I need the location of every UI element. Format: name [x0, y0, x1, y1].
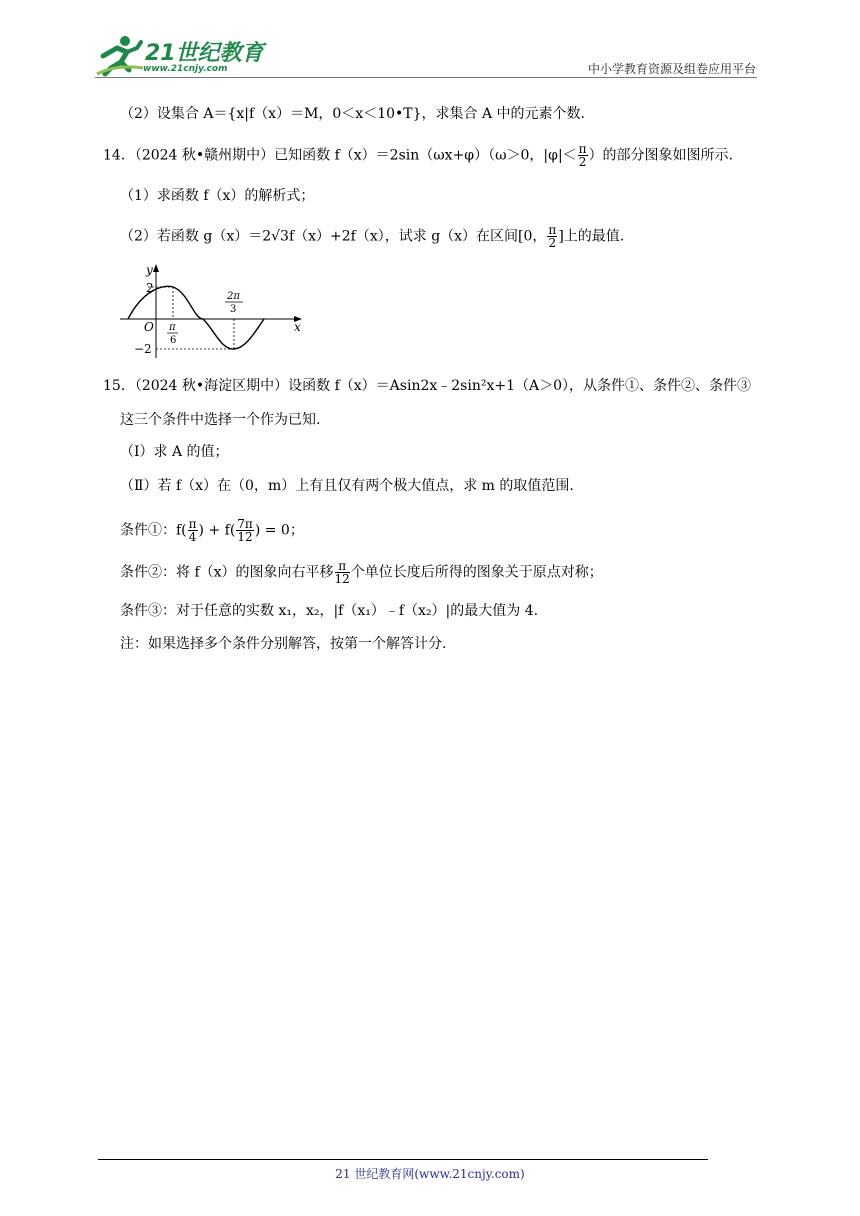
- q14-part2: [120, 224, 624, 249]
- footer-divider: [98, 1159, 708, 1160]
- x1-denominator: 6: [170, 335, 177, 346]
- fraction-numerator: π: [548, 223, 557, 237]
- fraction-denominator: 12: [334, 572, 350, 586]
- q14-stem: [103, 143, 733, 168]
- runner-icon: [95, 34, 145, 80]
- q15-condition2: [120, 560, 603, 585]
- fraction-numerator: π: [188, 517, 197, 531]
- sine-curve: [128, 286, 264, 349]
- fraction-numerator: π: [335, 560, 350, 573]
- site-logo: [95, 34, 265, 80]
- q15-part2: （Ⅱ）若 f（x）在（0，m）上有且仅有两个极大值点，求 m 的取值范围.: [120, 478, 574, 494]
- cond2-text-a: 条件②：将 f（x）的图象向右平移: [120, 564, 334, 581]
- q14-function-graph: [118, 262, 308, 360]
- logo-text: 21世纪教育: [145, 41, 264, 66]
- q15-note: 注：如果选择多个条件分别解答，按第一个解答计分.: [120, 636, 447, 652]
- x-axis-label: x: [294, 320, 301, 334]
- fraction-denominator: 2: [548, 236, 557, 250]
- q15-stem-line1: 15．（2024 秋•海淀区期中）设函数 f（x）＝Asin2x﹣2sin²x+1（A＞0），从条件①、条件②、条件③: [103, 378, 752, 394]
- q15-condition3: 条件③：对于任意的实数 x₁，x₂，|f（x₁）﹣f（x₂）|的最大值为 4.: [120, 603, 539, 619]
- x2-numerator: 2π: [227, 291, 240, 302]
- fraction-denominator: 2: [578, 155, 587, 169]
- y-axis-label: y: [146, 263, 153, 277]
- q15-condition1: [120, 518, 304, 543]
- fraction-denominator: 4: [188, 530, 197, 544]
- q13-part2: （2）设集合 A＝{x|f（x）＝M，0＜x＜10•T}，求集合 A 中的元素个数.: [120, 106, 585, 122]
- footer-link[interactable]: 21 世纪教育网(www.21cnjy.com): [335, 1167, 525, 1181]
- q14-part2-fraction: [547, 224, 557, 249]
- q15-part1: （Ⅰ）求 A 的值；: [120, 444, 229, 460]
- fraction-denominator: 12: [237, 530, 253, 544]
- fraction-numerator: 7π: [237, 517, 253, 531]
- fraction-numerator: π: [578, 142, 587, 156]
- ymin-label: −2: [134, 342, 152, 356]
- cond1-fraction-2: [236, 518, 254, 543]
- origin-label: O: [144, 320, 154, 334]
- q14-part2-text-a: （2）若函数 g（x）＝2√3f（x）+2f（x），试求 g（x）在区间[0，: [120, 228, 547, 245]
- cond1-text-b: ) + f(: [198, 522, 236, 539]
- q14-stem-fraction: [578, 143, 588, 168]
- cond1-fraction-1: [188, 518, 198, 543]
- cond2-text-b: 个单位长度后所得的图象关于原点对称；: [350, 564, 603, 581]
- header-platform-name: 中小学教育资源及组卷应用平台: [587, 62, 756, 76]
- y-axis-arrow-icon: [153, 264, 159, 272]
- q14-stem-text-b: ）的部分图象如图所示.: [588, 147, 734, 164]
- x2-denominator: 3: [230, 304, 237, 315]
- cond1-text-c: ) = 0；: [254, 522, 304, 539]
- header-divider: [95, 77, 757, 78]
- x1-numerator: π: [169, 322, 176, 333]
- cond1-text-a: 条件①：f(: [120, 522, 187, 539]
- q15-stem-line2: 这三个条件中选择一个作为已知.: [120, 412, 321, 428]
- q14-part1: （1）求函数 f（x）的解析式；: [120, 188, 315, 204]
- q14-stem-text-a: 14．（2024 秋•赣州期中）已知函数 f（x）＝2sin（ωx+φ）（ω＞0，|φ|＜: [103, 147, 577, 164]
- cond2-fraction: [335, 560, 350, 585]
- logo-url: www.21cnjy.com: [143, 64, 228, 74]
- q14-part2-text-b: ]上的最值.: [558, 228, 625, 245]
- ymax-label: 2: [146, 281, 154, 295]
